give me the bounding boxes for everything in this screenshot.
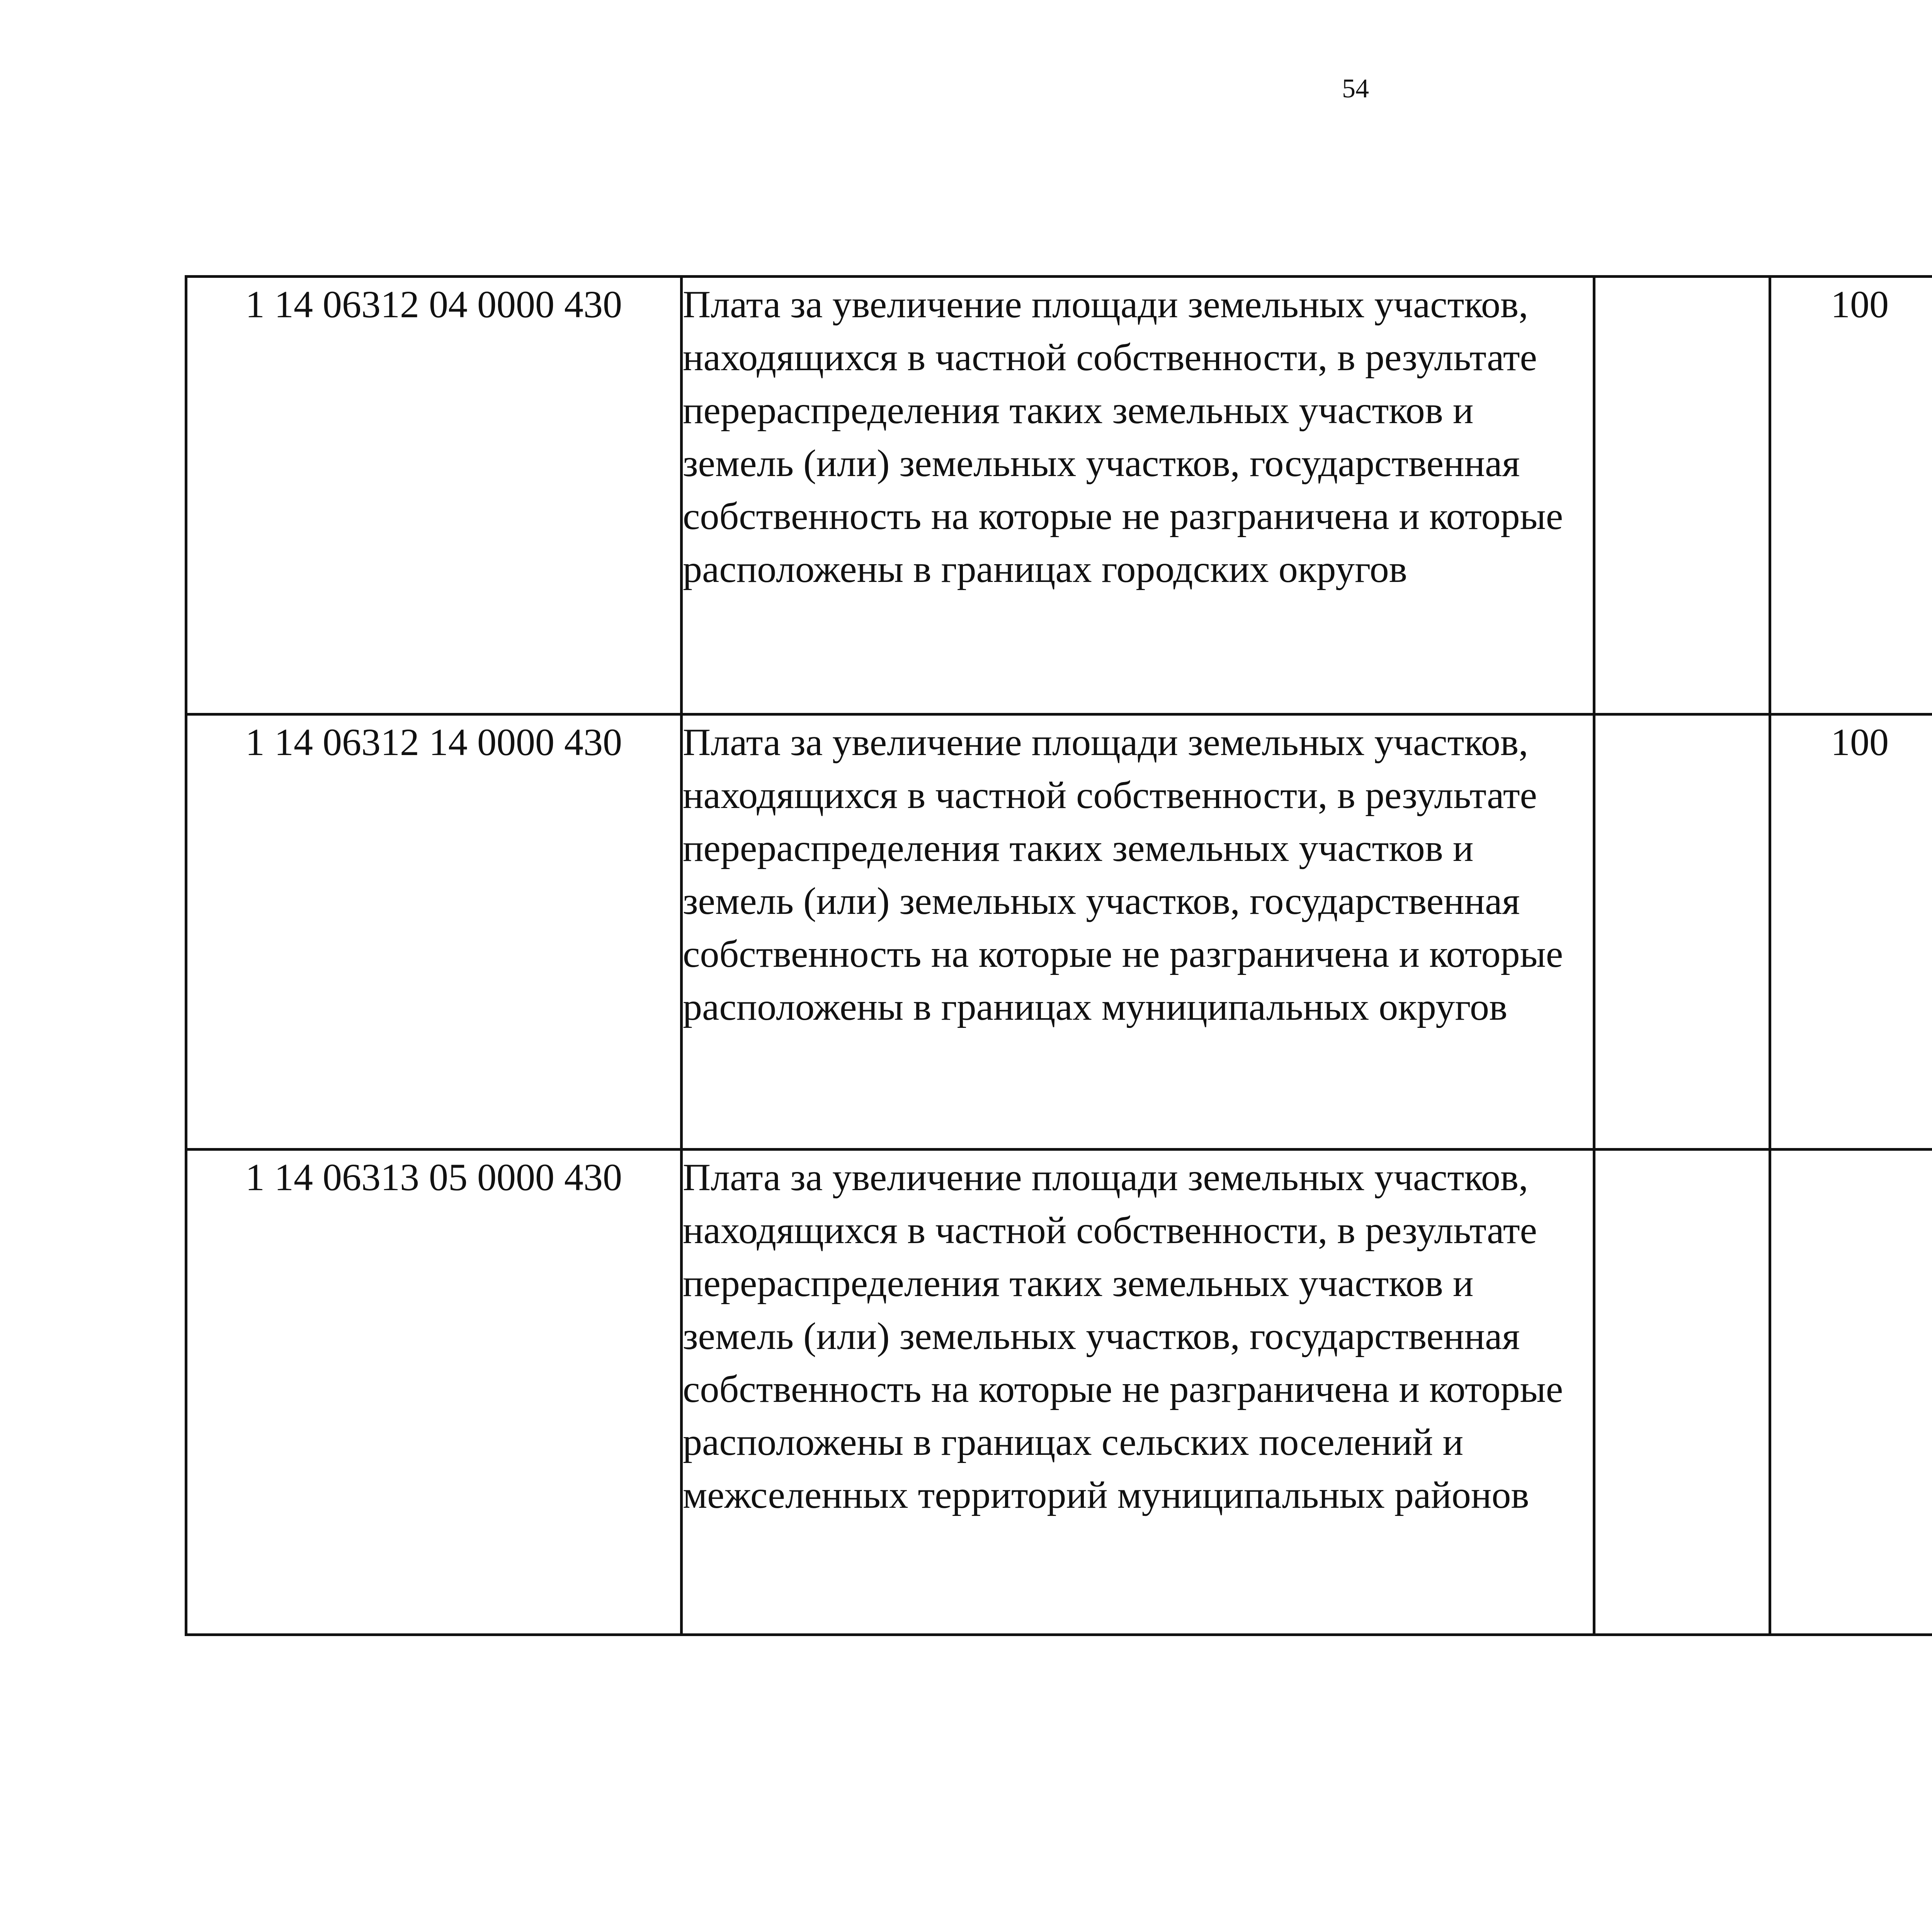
revenue-name-cell: Плата за увеличение площади земельных участков, находящихся в частной собственности, в результате перераспределения таких земельных участков и земель (или) земельных участков, государственная собственность на которые не разграничена и которые расположены в границах муниципальных округов bbox=[682, 714, 1594, 1150]
value-cell bbox=[1594, 1150, 1770, 1635]
page-number: 54 bbox=[1342, 74, 1369, 104]
value-cell: 100 bbox=[1770, 714, 1932, 1150]
revenue-code-cell: 1 14 06312 04 0000 430 bbox=[186, 277, 682, 714]
revenue-distribution-table bbox=[185, 275, 1932, 1636]
table-row bbox=[186, 714, 1932, 1150]
table-row bbox=[186, 277, 1932, 714]
revenue-name-cell: Плата за увеличение площади земельных участков, находящихся в частной собственности, в результате перераспределения таких земельных участков и земель (или) земельных участков, государственная собственность на которые не разграничена и которые расположены в границах сельских поселений и межселенных территорий муниципальных районов bbox=[682, 1150, 1594, 1635]
revenue-name-cell: Плата за увеличение площади земельных участков, находящихся в частной собственности, в результате перераспределения таких земельных участков и земель (или) земельных участков, государственная собственность на которые не разграничена и которые расположены в границах городских округов bbox=[682, 277, 1594, 714]
value-cell bbox=[1594, 277, 1770, 714]
revenue-code-cell: 1 14 06312 14 0000 430 bbox=[186, 714, 682, 1150]
revenue-code-cell: 1 14 06313 05 0000 430 bbox=[186, 1150, 682, 1635]
table-row bbox=[186, 1150, 1932, 1635]
value-cell bbox=[1770, 1150, 1932, 1635]
value-cell: 100 bbox=[1770, 277, 1932, 714]
value-cell bbox=[1594, 714, 1770, 1150]
